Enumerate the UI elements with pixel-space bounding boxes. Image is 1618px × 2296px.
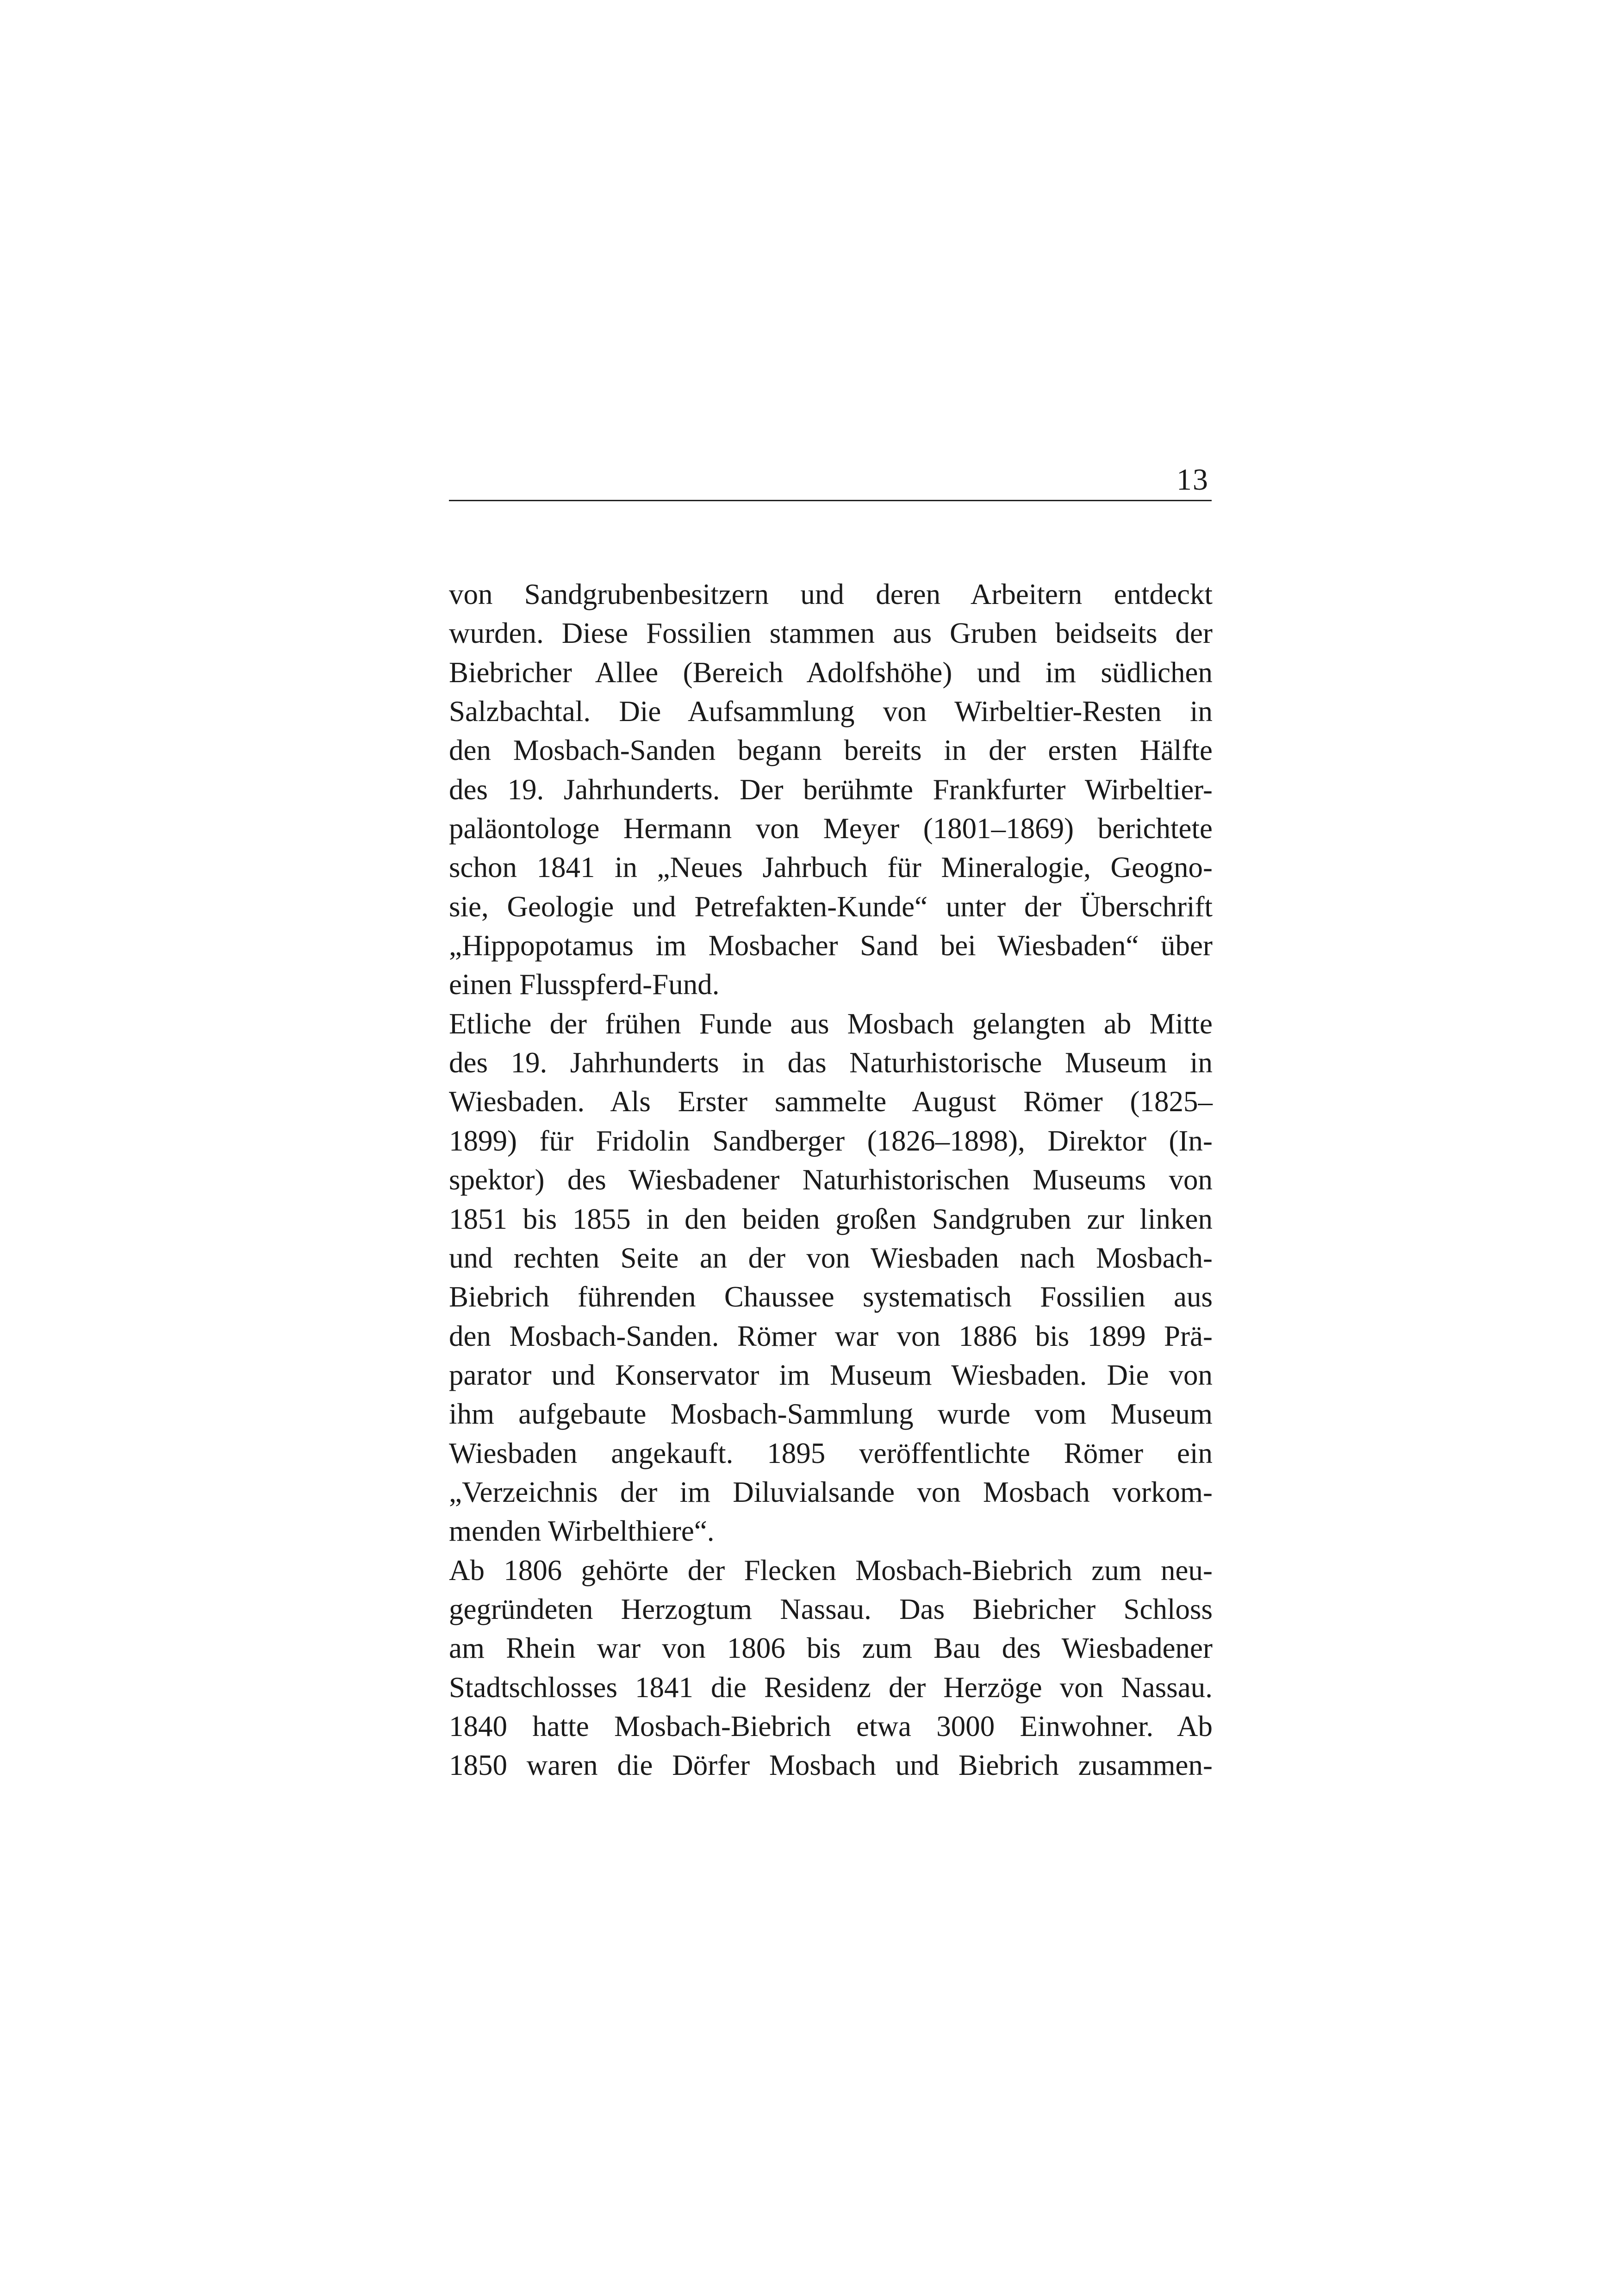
text-line: und rechten Seite an der von Wiesbaden nach Mosbach- [449, 1241, 1213, 1274]
text-line: schon 1841 in „Neues Jahrbuch für Mineralogie, Geogno- [449, 851, 1213, 884]
text-line: des 19. Jahrhunderts. Der berühmte Frankfurter Wirbeltier- [449, 773, 1213, 806]
text-line: sie, Geologie und Petrefakten-Kunde“ unter der Überschrift [449, 890, 1213, 923]
text-line: Ab 1806 gehörte der Flecken Mosbach-Biebrich zum neu- [449, 1554, 1213, 1587]
text-line: Stadtschlosses 1841 die Residenz der Herzöge von Nassau. [449, 1671, 1213, 1704]
text-line: 1899) für Fridolin Sandberger (1826–1898), Direktor (In- [449, 1124, 1213, 1157]
text-line: Biebrich führenden Chaussee systematisch Fossilien aus [449, 1281, 1213, 1313]
page-header [449, 454, 1212, 501]
text-line: paläontologe Hermann von Meyer (1801–1869) berichtete [449, 812, 1213, 845]
text-line: menden Wirbelthiere“. [449, 1515, 715, 1548]
text-line: 1840 hatte Mosbach-Biebrich etwa 3000 Einwohner. Ab [449, 1710, 1213, 1742]
text-line: wurden. Diese Fossilien stammen aus Gruben beidseits der [449, 617, 1213, 650]
text-line: 1851 bis 1855 in den beiden großen Sandgruben zur linken [449, 1202, 1213, 1235]
text-line: 1850 waren die Dörfer Mosbach und Biebrich zusammen- [449, 1749, 1213, 1782]
text-line: Wiesbaden angekauft. 1895 veröffentlichte Römer ein [449, 1437, 1213, 1469]
text-line: „Hippopotamus im Mosbacher Sand bei Wiesbaden“ über [449, 929, 1213, 962]
text-line: ihm aufgebaute Mosbach-Sammlung wurde vom Museum [449, 1398, 1213, 1431]
body-text [449, 575, 1213, 1785]
text-line: Etliche der frühen Funde aus Mosbach gelangten ab Mitte [449, 1007, 1213, 1040]
text-line: „Verzeichnis der im Diluvialsande von Mosbach vorkom- [449, 1475, 1213, 1508]
text-line: parator und Konservator im Museum Wiesbaden. Die von [449, 1358, 1213, 1391]
text-line: den Mosbach-Sanden begann bereits in der ersten Hälfte [449, 734, 1213, 767]
page-number: 13 [1176, 463, 1209, 497]
text-line: einen Flusspferd-Fund. [449, 968, 720, 1001]
text-line: am Rhein war von 1806 bis zum Bau des Wiesbadener [449, 1632, 1213, 1665]
text-line: spektor) des Wiesbadener Naturhistorischen Museums von [449, 1164, 1213, 1196]
text-line: Wiesbaden. Als Erster sammelte August Römer (1825– [449, 1085, 1213, 1118]
text-line: Salzbachtal. Die Aufsammlung von Wirbeltier-Resten in [449, 695, 1213, 728]
text-line: Biebricher Allee (Bereich Adolfshöhe) und im südlichen [449, 656, 1213, 689]
text-line: gegründeten Herzogtum Nassau. Das Biebricher Schloss [449, 1593, 1213, 1625]
text-line: des 19. Jahrhunderts in das Naturhistorische Museum in [449, 1046, 1213, 1079]
text-line: von Sandgrubenbesitzern und deren Arbeitern entdeckt [449, 578, 1213, 610]
text-line: den Mosbach-Sanden. Römer war von 1886 bis 1899 Prä- [449, 1319, 1213, 1352]
